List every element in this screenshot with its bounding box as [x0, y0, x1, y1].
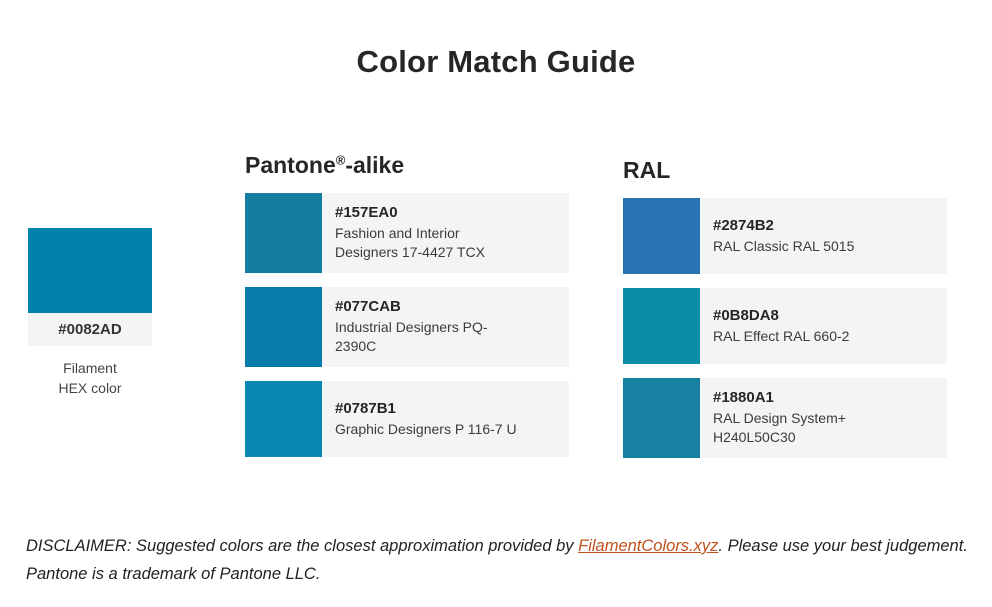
match-hex: #0B8DA8	[713, 306, 779, 324]
match-desc-line1: RAL Classic RAL 5015	[713, 237, 855, 254]
filament-caption-line1: Filament	[63, 360, 117, 376]
filamentcolors-link[interactable]: FilamentColors.xyz	[578, 537, 719, 555]
disclaimer	[26, 532, 976, 588]
match-desc	[713, 327, 849, 346]
match-hex: #1880A1	[713, 389, 774, 406]
match-desc-line2: Designers 17-4427 TCX	[335, 244, 485, 260]
match-desc-line1: Graphic Designers P 116-7 U	[335, 420, 517, 437]
disclaimer-text-after: . Please use your best judgement. Pantone is a trademark of Pantone LLC.	[26, 537, 968, 583]
match-desc-line1: RAL Design System+	[713, 410, 846, 426]
match-row	[623, 198, 947, 274]
match-desc	[713, 237, 854, 256]
filament-swatch	[28, 228, 152, 313]
match-row	[245, 193, 569, 273]
match-desc-line1: Industrial Designers PQ-	[335, 319, 488, 335]
match-text	[700, 288, 859, 364]
match-desc	[335, 224, 485, 262]
match-swatch	[245, 287, 322, 367]
ral-heading-text: RAL	[623, 157, 671, 183]
match-text	[322, 287, 498, 367]
filament-caption-line2: HEX color	[58, 380, 122, 396]
match-desc-line1: RAL Effect RAL 660-2	[713, 327, 850, 344]
match-hex: #0787B1	[335, 399, 396, 417]
filament-color-block	[28, 228, 152, 398]
match-row	[623, 378, 947, 458]
match-hex: #157EA0	[335, 204, 398, 221]
match-text	[322, 381, 527, 457]
match-swatch	[623, 378, 700, 458]
match-text	[322, 193, 495, 273]
match-swatch	[623, 198, 700, 274]
match-swatch	[245, 381, 322, 457]
match-hex: #2874B2	[713, 216, 774, 234]
pantone-column	[245, 152, 569, 471]
pantone-heading-suffix: -alike	[345, 152, 405, 178]
match-desc-line2: 2390C	[335, 338, 377, 354]
ral-heading	[623, 157, 947, 184]
match-hex: #077CAB	[335, 298, 401, 315]
match-desc	[713, 409, 846, 447]
match-desc-line2: H240L50C30	[713, 429, 796, 445]
pantone-heading	[245, 152, 569, 179]
filament-hex-label: #0082AD	[28, 313, 152, 346]
match-desc-line1: Fashion and Interior	[335, 225, 460, 241]
match-row	[245, 287, 569, 367]
ral-column	[623, 157, 947, 472]
disclaimer-text-before: DISCLAIMER: Suggested colors are the closest approximation provided by	[26, 537, 579, 555]
match-desc	[335, 318, 488, 356]
match-text	[700, 378, 856, 458]
match-swatch	[245, 193, 322, 273]
match-row	[245, 381, 569, 457]
filament-caption	[28, 358, 152, 398]
pantone-heading-text: Pantone	[245, 152, 336, 178]
match-text	[700, 198, 864, 274]
registered-mark-icon: ®	[335, 152, 346, 168]
match-desc	[335, 420, 517, 439]
match-row	[623, 288, 947, 364]
page-title: Color Match Guide	[356, 44, 636, 79]
match-swatch	[623, 288, 700, 364]
